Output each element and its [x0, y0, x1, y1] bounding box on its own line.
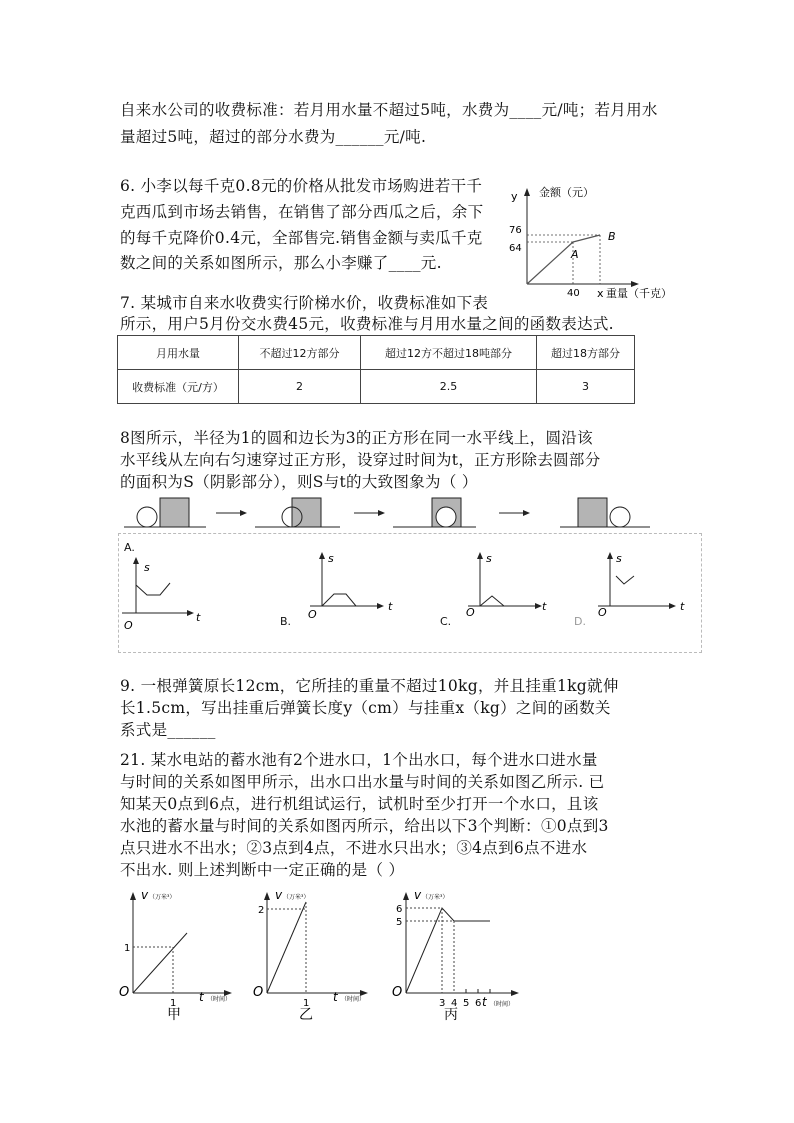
tick-label: 5 — [396, 917, 403, 928]
graph-caption: 乙 — [299, 1007, 313, 1023]
axis-label: t — [482, 995, 487, 1009]
tick-label: 1 — [170, 998, 177, 1009]
axis-unit: （时间） — [207, 996, 232, 1003]
q8-line-2: 水平线从左向右匀速穿过正方形，设穿过时间为t，正方形除去圆部分 — [120, 451, 601, 469]
q8-line-3: 的面积为S（阴影部分），则S与t的大致图象为（ ） — [120, 473, 478, 491]
q6-line-3: 的每千克降价0.4元，全部售完.销售金额与卖瓜千克 — [120, 229, 483, 247]
table-cell: 超过18方部分 — [537, 336, 635, 370]
fee-table — [117, 335, 635, 404]
option-a-graph — [120, 555, 220, 635]
graph-caption: 甲 — [167, 1007, 181, 1023]
graph-bing — [390, 885, 540, 1025]
table-cell: 2 — [239, 370, 361, 404]
q8-sequence-figure — [120, 492, 680, 532]
q6-line-1: 6. 小李以每千克0.8元的价格从批发市场购进若干千 — [120, 177, 483, 195]
q21-line-1: 21. 某水电站的蓄水池有2个进水口，1个出水口，每个进水口进水量 — [120, 751, 598, 769]
q21-line-3: 知某天0点到6点，进行机组试运行，试机时至少打开一个水口，且该 — [120, 795, 599, 813]
q6-tick-64: 64 — [509, 243, 522, 254]
q9-line-2: 长1.5cm，写出挂重后弹簧长度y（cm）与挂重x（kg）之间的函数关 — [120, 699, 611, 717]
graph-caption: 丙 — [444, 1007, 458, 1023]
graph-jia — [115, 885, 265, 1025]
axis-unit: （时间） — [490, 1001, 515, 1008]
q21-line-5: 点只进水不出水；②3点到4点，不进水只出水；③4点到6点不进水 — [120, 839, 588, 857]
q6-y-label: y — [511, 190, 518, 203]
q7-line-2: 所示，用户5月份交水费45元，收费标准与月用水量之间的函数表达式. — [120, 315, 614, 333]
q6-x-label: x — [597, 287, 604, 300]
graph-yi — [253, 885, 393, 1025]
intro-line-2: 量超过5吨，超过的部分水费为______元/吨. — [120, 128, 427, 146]
axis-unit: （万米³） — [149, 894, 176, 901]
q21-line-2: 与时间的关系如图甲所示，出水口出水量与时间的关系如图乙所示. 已 — [120, 773, 605, 791]
intro-line-1: 自来水公司的收费标准：若月用水量不超过5吨，水费为____元/吨；若月用水 — [120, 101, 658, 119]
axis-label: v — [275, 888, 283, 902]
q6-graph — [505, 178, 695, 308]
option-c-graph — [458, 548, 558, 628]
option-b-label[interactable]: B. — [280, 615, 292, 628]
origin-label: O — [124, 619, 133, 632]
axis-label: s — [144, 561, 150, 574]
table-cell: 不超过12方部分 — [239, 336, 361, 370]
table-cell: 2.5 — [361, 370, 537, 404]
q6-tick-40: 40 — [567, 288, 580, 299]
axis-label: s — [616, 552, 622, 565]
axis-label: t — [388, 600, 393, 613]
tick-label: 6 — [396, 904, 403, 915]
table-cell: 收费标准（元/方） — [118, 370, 239, 404]
axis-label: s — [486, 552, 492, 565]
axis-label: v — [141, 888, 149, 902]
tick-label: 6 — [475, 998, 482, 1009]
origin-label: O — [466, 606, 475, 619]
tick-label: 4 — [451, 998, 458, 1009]
origin-label: O — [119, 985, 130, 1000]
tick-label: 5 — [463, 998, 470, 1009]
q7-line-1: 7. 某城市自来水收费实行阶梯水价，收费标准如下表 — [120, 294, 489, 312]
tick-label: 3 — [439, 998, 446, 1009]
q21-line-4: 水池的蓄水量与时间的关系如图丙所示，给出以下3个判断：①0点到3 — [120, 817, 609, 835]
table-cell: 超过12方不超过18吨部分 — [361, 336, 537, 370]
table-row — [118, 370, 635, 404]
tick-label: 1 — [303, 998, 310, 1009]
axis-label: v — [414, 888, 422, 902]
axis-label: t — [680, 600, 685, 613]
origin-label: O — [253, 985, 264, 1000]
table-cell: 月用水量 — [118, 336, 239, 370]
q9-line-3: 系式是______ — [120, 721, 216, 739]
axis-label: t — [196, 611, 201, 624]
origin-label: O — [308, 608, 317, 621]
option-c-label[interactable]: C. — [440, 615, 452, 628]
table-cell: 3 — [537, 370, 635, 404]
q21-line-6: 不出水. 则上述判断中一定正确的是（ ） — [120, 861, 405, 879]
option-d-graph — [596, 548, 696, 628]
table-row — [118, 336, 635, 370]
q8-line-1: 8图所示，半径为1的圆和边长为3的正方形在同一水平线上，圆沿该 — [120, 429, 593, 447]
q6-tick-76: 76 — [509, 225, 522, 236]
axis-unit: （万米³） — [283, 894, 310, 901]
axis-unit: （时间） — [341, 996, 366, 1003]
option-b-graph — [300, 548, 400, 628]
axis-unit: （万米³） — [422, 894, 449, 901]
axis-label: t — [199, 990, 204, 1004]
q6-ylabel: 金额（元） — [539, 186, 594, 199]
option-d-label[interactable]: D. — [574, 615, 586, 628]
q6-line-4: 数之间的关系如图所示，那么小李赚了____元. — [120, 254, 442, 272]
q6-point-b: B — [608, 230, 616, 243]
axis-label: t — [333, 990, 338, 1004]
origin-label: O — [392, 985, 403, 1000]
axis-label: s — [328, 552, 334, 565]
q6-point-a: A — [571, 248, 579, 261]
tick-label: 1 — [124, 943, 131, 954]
q6-line-2: 克西瓜到市场去销售，在销售了部分西瓜之后，余下 — [120, 203, 484, 221]
tick-label: 2 — [258, 905, 265, 916]
q9-line-1: 9. 一根弹簧原长12cm，它所挂的重量不超过10kg，并且挂重1kg就伸 — [120, 677, 619, 695]
origin-label: O — [598, 606, 607, 619]
q6-xlabel: 重量（千克） — [606, 287, 672, 300]
axis-label: t — [542, 600, 547, 613]
option-a-label[interactable]: A. — [124, 541, 135, 554]
